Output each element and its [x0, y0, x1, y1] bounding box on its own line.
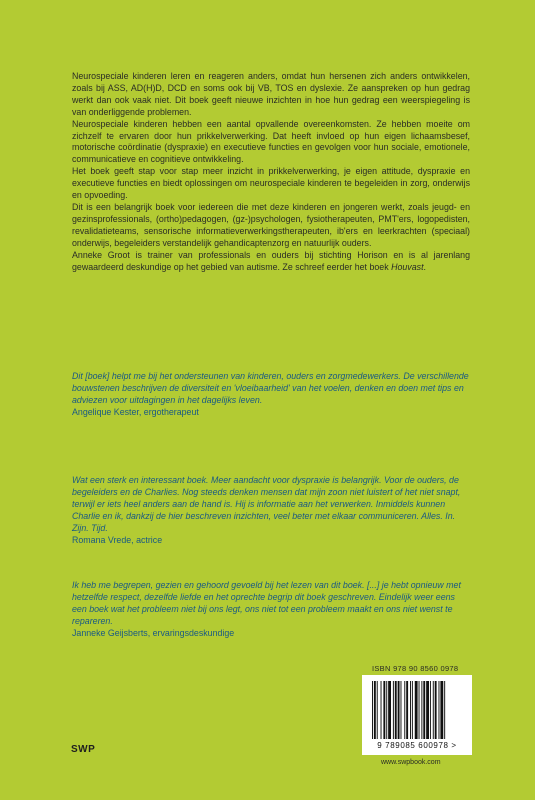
isbn-label: ISBN 978 90 8560 0978 [372, 664, 459, 673]
description-block [72, 71, 470, 273]
description-paragraph-3: Het boek geeft stap voor stap meer inzicht in prikkelverwerking, je eigen attitude, dyspraxie en executieve functies en biedt oplossingen om neurospeciale kinderen te begeleiden in zorg, onderwijs en opvoeding. [72, 166, 470, 201]
quote-attribution: Angelique Kester, ergotherapeut [72, 406, 199, 417]
author-bio [72, 250, 470, 274]
author-bio-text: Anneke Groot is trainer van professionals en ouders bij stichting Horison en is al jarenlang gewaardeerd deskundige op het gebied van autisme. Ze schreef eerder het boek [72, 249, 470, 272]
barcode-bars-icon [362, 675, 472, 741]
publisher-logo: SWP [71, 744, 96, 755]
quote-text: Wat een sterk en interessant boek. Meer aandacht voor dyspraxie is belangrijk. Voor de ouders, de begeleiders en de Charlies. Nog steeds denken mensen dat mijn zoon niet luistert of het niet snapt, terwijl er iets heel anders aan de hand is. Hij is informatie aan het verwerken. Inmiddels kunnen Charlie en ik, dankzij de hier beschreven inzichten, veel beter met elkaar communiceren. Alles. In. Zijn. Tijd. [72, 475, 461, 533]
quote-attribution: Janneke Geijsberts, ervaringsdeskundige [72, 627, 235, 638]
previous-book-title: Houvast [391, 261, 424, 272]
publisher-website: www.swpbook.com [381, 759, 441, 766]
barcode-number: 9 789085 600978 > [377, 741, 457, 750]
description-paragraph-4: Dit is een belangrijk boek voor iedereen die met deze kinderen en jongeren werkt, zoals jeugd- en gezinsprofessionals, (ortho)pedagogen, (gz-)psychologen, fysiotherapeuten, PMT'ers, logopedisten, revalidatieteams, sensorische informatieverwerkingstherapeuten, ib'ers en leerkrachten (speciaal) onderwijs, begeleiders verstandelijk gehandicaptenzorg en natuurlijk ouders. [72, 201, 470, 248]
endorsement-quote [72, 580, 470, 640]
quote-text: Ik heb me begrepen, gezien en gehoord gevoeld bij het lezen van dit boek. [...] je hebt opnieuw met hetzelfde respect, dezelfde liefde en het oprechte begrip dit boek geschreven. Eindelijk weer eens een boek wat het probleem niet bij ons legt, ons niet tot een probleem maakt en ons niet wenst te repareren. [72, 580, 461, 626]
description-paragraph-1: Neurospeciale kinderen leren en reageren anders, omdat hun hersenen zich anders ontwikkelen, zoals bij ASS, AD(H)D, DCD en soms ook bij VB, TOS en dyslexie. Ze aanspreken op hun gedrag werkt dan ook vaak niet. Dit boek geeft nieuwe inzichten in hoe hun gedrag een weerspiegeling is van onderliggende problemen. [72, 71, 470, 117]
endorsement-quote [72, 371, 470, 419]
quote-attribution: Romana Vrede, actrice [72, 534, 163, 545]
author-bio-end: . [423, 261, 426, 272]
barcode [362, 675, 472, 755]
quote-text: Dit [boek] helpt me bij het ondersteunen van kinderen, ouders en zorgmedewerkers. De verschillende bouwstenen beschrijven de diversiteit en 'vloeibaarheid' van het voelen, denken en doen met tips en adviezen voor uitdagingen in het dagelijks leven. [72, 371, 469, 405]
endorsement-quote [72, 475, 470, 546]
description-paragraph-2: Neurospeciale kinderen hebben een aantal opvallende overeenkomsten. Ze hebben moeite om zichzelf te ervaren door hun prikkelverwerking. Dat heeft invloed op hun eigen lichaamsbesef, motorische coördinatie (dyspraxie) en executieve functies en gevolgen voor hun sociale, emotionele, communicatieve en cognitieve ontwikkeling. [72, 118, 470, 165]
